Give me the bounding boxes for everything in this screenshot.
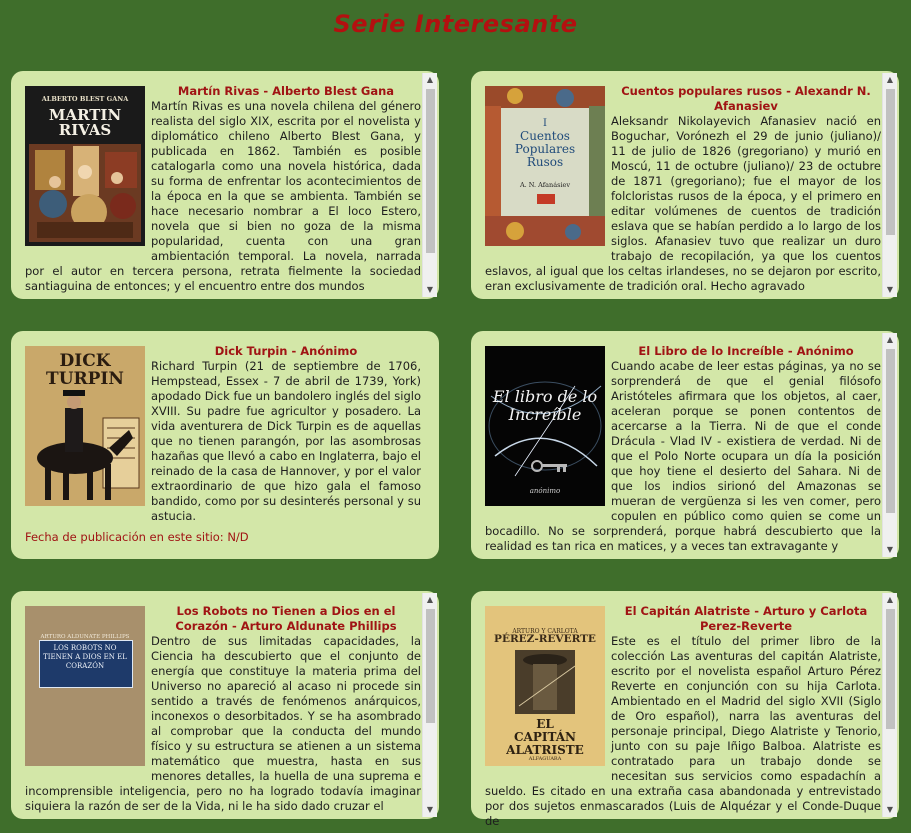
book-title[interactable]: Cuentos populares rusos - Alexandr N. Afanasiev xyxy=(621,84,871,113)
publication-date: Fecha de publicación en este sitio: N/D xyxy=(25,530,249,544)
book-title[interactable]: El Libro de lo Increíble - Anónimo xyxy=(638,344,854,358)
cover-title: MARTIN RIVAS xyxy=(48,106,122,139)
cover-author: ARTURO Y CARLOTA xyxy=(512,628,578,635)
cover-author: ARTURO ALDUNATE PHILLIPS xyxy=(40,634,130,640)
book-card-content xyxy=(25,84,421,299)
scrollbar[interactable] xyxy=(422,593,437,817)
book-description: Martín Rivas es una novela chilena del género realista del siglo XIX, escrita por el novelista y diplomático chileno Alberto Blest Gana, y publicada en 1862. También es posible catalogarla como una novela histórica, dada su forma de enfrentar los acontecimientos de la época en la que se ambienta. También se hace necesario nombrar a El loco Estero, novela que si bien no goza de la misma popularidad, cuenta con una gran ambientación temporal. La novela, narrada por el autor en tercera persona, retrata fielmente la sociedad santiaguina de entonces; y el encuentro entre dos mundos xyxy=(25,99,421,293)
book-card-cuentos-rusos xyxy=(471,71,899,299)
book-card-los-robots xyxy=(11,591,439,819)
book-title[interactable]: Martín Rivas - Alberto Blest Gana xyxy=(177,84,395,98)
book-description: Aleksandr Nikolayevich Afanasiev nació en Boguchar, Vorónezh el 29 de junio (juliano)/ 11 de julio de 1826 (gregoriano) y murió en Moscú, 11 de octubre (juliano)/ 23 de octubre de 1871 (gregoriano); fue el mayor de los folcloristas rusos de la época, y el primero en editar volúmenes de cuentos de tradición eslava que se habían perdido a lo largo de los siglos. Afanasiev tuvo que realizar un duro trabajo de recopilación, ya que los cuentos eslavos, al igual que los celtas irlandeses, no se dejaron por escrito, eran exclusivamente de tradición oral. Hecho agravado xyxy=(485,114,881,293)
book-card-content xyxy=(25,604,421,819)
scroll-up-icon[interactable]: ▲ xyxy=(883,333,897,347)
book-cover-image xyxy=(25,606,145,766)
cover-author: anónimo xyxy=(529,487,561,495)
cover-title: EL CAPITÁN ALATRISTE xyxy=(506,717,584,757)
book-title[interactable]: Los Robots no Tienen a Dios en el Corazón - Arturo Aldunate Phillips xyxy=(175,604,397,633)
cover-illustration xyxy=(485,346,605,506)
scroll-down-icon[interactable]: ▼ xyxy=(423,283,437,297)
book-cover-image xyxy=(485,346,605,506)
book-description: Cuando acabe de leer estas páginas, ya no se sorprenderá de que el genial filósofo Aristóteles afirmara que los objetos, al caer, aceleran porque se ponen contentos de acercarse a la Tierra. Ni de que el conde Drácula - Vlad IV - existiera de verdad. Ni de que el Polo Norte ocupara un día la posición que hoy tiene el desierto del Sahara. Ni de que los indios sirionó del Amazonas se mueran de vergüenza si les ven comer, pero copulen en público como quien se come un bocadillo. No se sorprenderá, porque habrá descubierto que la realidad es tan rica en matices, y a veces tan extravagante y xyxy=(485,359,881,553)
cover-author: A. N. Afanásiev xyxy=(519,181,571,189)
cover-illustration xyxy=(25,86,145,246)
book-title[interactable]: Dick Turpin - Anónimo xyxy=(214,344,358,358)
book-card-content xyxy=(25,344,421,559)
scroll-down-icon[interactable]: ▼ xyxy=(883,283,897,297)
cover-title: LOS ROBOTS NO TIENEN A DIOS EN EL CORAZÓN xyxy=(43,644,127,670)
book-title[interactable]: El Capitán Alatriste - Arturo y Carlota Perez-Reverte xyxy=(624,604,868,633)
book-cover-image xyxy=(25,86,145,246)
book-card-dick-turpin xyxy=(11,331,439,559)
book-card-content xyxy=(485,84,881,299)
scrollbar[interactable] xyxy=(882,333,897,557)
scroll-up-icon[interactable]: ▲ xyxy=(423,593,437,607)
book-description: Este es el título del primer libro de la colección Las aventuras del capitán Alatriste, escrito por el novelista español Arturo Pérez Reverte en conjunción con su hija Carlota. Ambientado en el Madrid del siglo XVII (Siglo de Oro español), narra las aventuras del personaje principal, Diego Alatriste y Tenorio, junto con su paje Iñigo Balboa. Alatriste es contratado para un trabajo donde se necesitan sus servicios como espadachín a sueldo. Es citado en una extraña casa abandonada y entrevistado por dos sujetos enmascarados (Luis de Alquézar y el Conde-Duque de xyxy=(485,634,881,828)
scroll-thumb[interactable] xyxy=(426,89,435,253)
book-cover-image xyxy=(485,86,605,246)
book-card-content xyxy=(485,604,881,828)
cover-volume: I xyxy=(543,118,547,129)
scroll-up-icon[interactable]: ▲ xyxy=(423,73,437,87)
cover-author-surname: PÉREZ-REVERTE xyxy=(494,633,596,645)
cover-title: Cuentos Populares Rusos xyxy=(514,129,576,169)
book-description: Richard Turpin (21 de septiembre de 1706, Hempstead, Essex - 7 de abril de 1739, York) apodado Dick fue un bandolero inglés del siglo XVIII. Su padre fue agricultor y posadero. La vida aventurera de Dick Turpin es de aquellas que no tienen parangón, por las asombrosas hazañas que llevó a cabo en Inglaterra, bajo el reinado de la casa de Hannover, y por el valor extraordinario de que hizo gala el famoso bandido, como por su desinterés personal y su astucia. xyxy=(151,359,421,523)
cover-author: ALBERTO BLEST GANA xyxy=(41,95,129,103)
cover-title: El libro de lo Increíble xyxy=(492,387,598,424)
scrollbar[interactable] xyxy=(882,593,897,817)
scrollbar[interactable] xyxy=(422,73,437,297)
book-card-libro-increible xyxy=(471,331,899,559)
book-card-capitan-alatriste xyxy=(471,591,899,828)
book-card-content xyxy=(485,344,881,559)
book-cover-image xyxy=(485,606,605,766)
scrollbar[interactable] xyxy=(882,73,897,297)
scroll-down-icon[interactable]: ▼ xyxy=(883,803,897,817)
page-title: Serie Interesante xyxy=(333,10,578,38)
scroll-thumb[interactable] xyxy=(426,609,435,723)
scroll-thumb[interactable] xyxy=(886,609,895,729)
book-description: Dentro de sus limitadas capacidades, la Ciencia ha descubierto que el conjunto de energía que constituye la materia prima del Universo no apareció al acaso ni procede sin sentido a través de fenómenos anárquicos, inconexos o desorbitados. Y se ha asombrado al comprobar que la conducta del mundo físico y su estructura se atienen a un sistema matemático que muestra, hasta en sus menores detalles, la huella de una suprema e incomprensible inteligencia, pero no ha logrado todavía imaginar siquiera la razón de ser de la Vida, ni le ha sido dado cruzar el xyxy=(25,634,421,813)
book-cover-image xyxy=(25,346,145,506)
scroll-down-icon[interactable]: ▼ xyxy=(423,803,437,817)
scroll-thumb[interactable] xyxy=(886,349,895,513)
cover-illustration xyxy=(25,346,145,506)
scroll-thumb[interactable] xyxy=(886,89,895,235)
cover-publisher: ALFAGUARA xyxy=(528,756,562,762)
scroll-down-icon[interactable]: ▼ xyxy=(883,543,897,557)
scroll-up-icon[interactable]: ▲ xyxy=(883,593,897,607)
cover-title: DICK TURPIN xyxy=(46,351,124,389)
scroll-up-icon[interactable]: ▲ xyxy=(883,73,897,87)
book-card-martin-rivas xyxy=(11,71,439,299)
